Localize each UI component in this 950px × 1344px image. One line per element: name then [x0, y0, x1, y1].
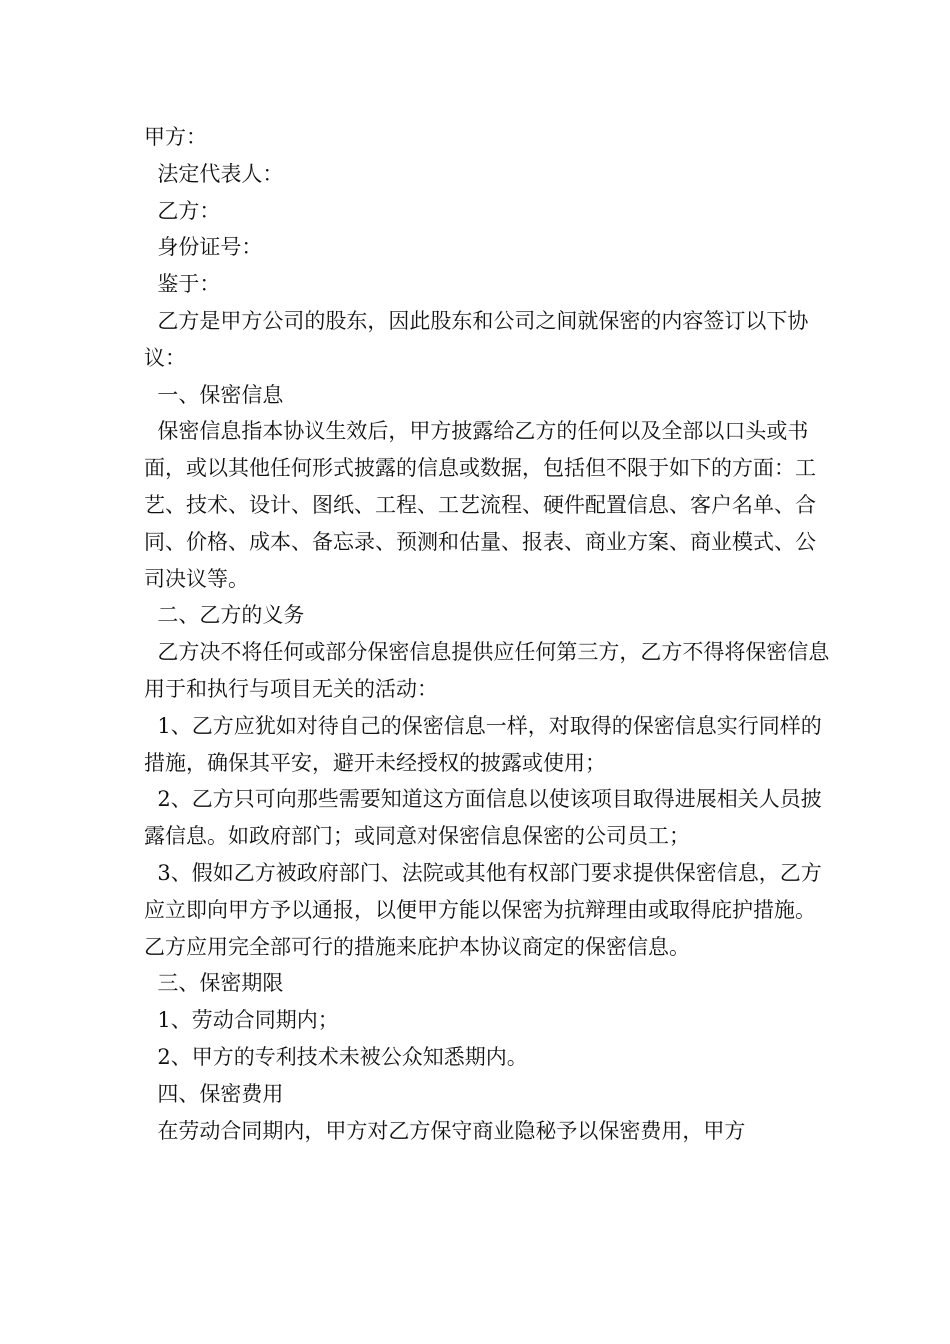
- term-item-1: 1、劳动合同期内；: [144, 1008, 339, 1033]
- obligations-paragraph: 乙方决不将任何或部分保密信息提供应任何第三方，乙方不得将保密信息用于和执行与项目无关的活动：: [144, 640, 830, 701]
- confidential-info-paragraph: 保密信息指本协议生效后，甲方披露给乙方的任何以及全部以口头或书面，或以其他任何形式披露的信息或数据，包括但不限于如下的方面：工艺、技术、设计、图纸、工程、工艺流程、硬件配置信息、客户名单、合同、价格、成本、备忘录、预测和估量、报表、商业方案、商业模式、公司决议等。: [144, 419, 816, 591]
- section-heading-fees: 四、保密费用: [144, 1081, 284, 1106]
- fees-paragraph: 在劳动合同期内，甲方对乙方保守商业隐秘予以保密费用，甲方: [144, 1118, 746, 1143]
- preamble-paragraph: 乙方是甲方公司的股东，因此股东和公司之间就保密的内容签订以下协议：: [144, 308, 809, 370]
- obligation-item-1: 1、乙方应犹如对待自己的保密信息一样，对取得的保密信息实行同样的措施，确保其平安，避开未经授权的披露或使用；: [144, 713, 822, 775]
- section-heading-term: 三、保密期限: [144, 971, 284, 996]
- id-number-label: 身份证号：: [144, 235, 263, 260]
- party-a-label: 甲方：: [144, 125, 207, 149]
- whereas-label: 鉴于：: [144, 272, 221, 297]
- section-heading-confidential-info: 一、保密信息: [144, 382, 284, 407]
- legal-representative-label: 法定代表人：: [144, 161, 284, 186]
- document-body: [144, 119, 834, 1149]
- term-item-2: 2、甲方的专利技术未被公众知悉期内。: [144, 1044, 528, 1069]
- obligation-item-3: 3、假如乙方被政府部门、法院或其他有权部门要求提供保密信息，乙方应立即向甲方予以通报，以便甲方能以保密为抗辩理由或取得庇护措施。乙方应用完全部可行的措施来庇护本协议商定的保密信息。: [144, 860, 822, 959]
- obligation-item-2: 2、乙方只可向那些需要知道这方面信息以使该项目取得进展相关人员披露信息。如政府部门；或同意对保密信息保密的公司员工；: [144, 787, 822, 849]
- section-heading-obligations: 二、乙方的义务: [144, 603, 305, 628]
- party-b-label: 乙方：: [144, 198, 221, 223]
